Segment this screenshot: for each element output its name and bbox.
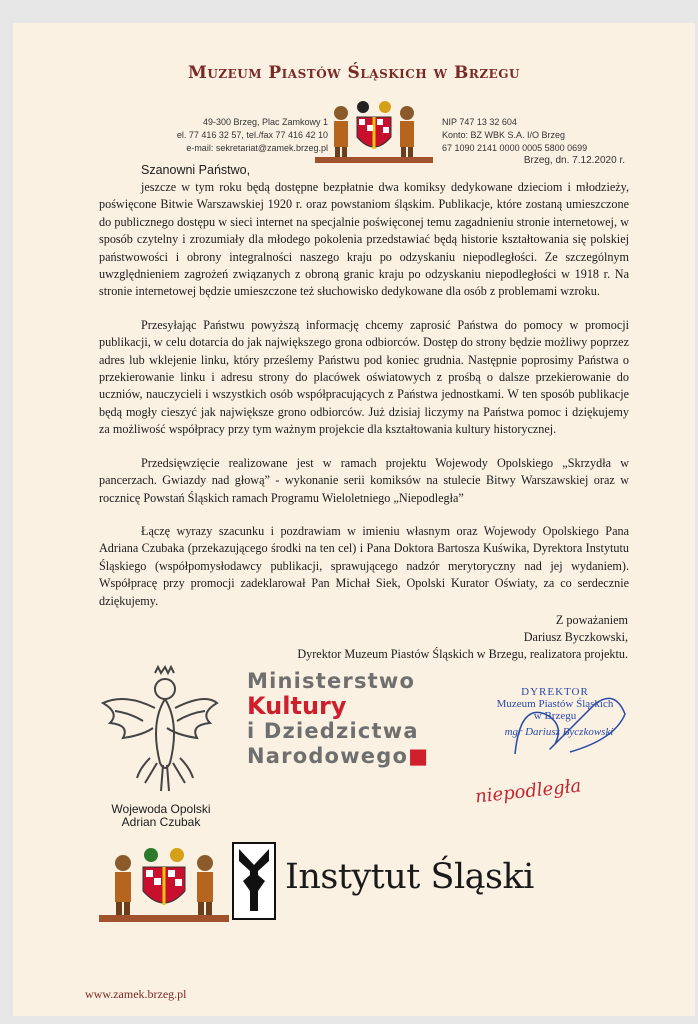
ministry-logo bbox=[247, 669, 429, 769]
letter-page bbox=[13, 23, 695, 1016]
bank-line: 67 1090 2141 0000 0005 5800 0699 bbox=[442, 143, 588, 153]
paragraph: Łączę wyrazy szacunku i pozdrawiam w imieniu własnym oraz Wojewody Opolskiego Pana Adriana Czubaka (przekazującego środki na ten cel) i Pana Doktora Bartosza Kuświka, Dyrektora Instytutu Śląskiego (współpomysłodawcy publikacji, sprawującego nadzór merytoryczny nad jej wydaniem). Współpracę przy promocji zadeklarował Pan Michał Siek, Opolski Kurator Oświaty, za co serdecznie dziękujemy. bbox=[99, 523, 629, 608]
wojewoda-line: Wojewoda Opolski bbox=[111, 802, 211, 816]
salutation: Szanowni Państwo, bbox=[141, 163, 251, 177]
stamp-line: DYREKTOR bbox=[521, 686, 589, 698]
stamp-line: w Brzegu bbox=[533, 710, 577, 722]
museum-address bbox=[128, 116, 328, 155]
eagle-emblem-icon bbox=[95, 663, 225, 803]
paragraph: jeszcze w tym roku będą dostępne bezpłatnie dwa komiksy dedykowane dzieciom i młodzieży, poświęcone Bitwie Warszawskiej 1920 r. oraz powstaniom śląskim. Publikacje, które zostaną umieszczone do publicznego dostępu w sieci internet na specjalnie poświęconej temu zagadnieniu stronie internetowej, w sposób czytelny i zrozumiały dla młodego pokolenia przedstawiać będą historie kształtowania się polskiej państwowości i obrony integralności naszego kraju po odzyskaniu niepodległości. Ze szczególnym uwzględnieniem zagrożeń związanych z obroną granic kraju po odzyskaniu niepodległości w 1918 r. Na stronie internetowej będzie umieszczone też słuchowisko dedykowane dla osób z problemami wzroku. bbox=[99, 180, 629, 299]
director-stamp bbox=[475, 686, 635, 722]
ministry-line: i Dziedzictwa bbox=[247, 719, 419, 743]
instytut-slaski-logo: Instytut Śląski bbox=[285, 857, 534, 897]
museum-title: Muzeum Piastów Śląskich w Brzegu bbox=[188, 63, 520, 83]
niepodlegla-logo: niepodległa bbox=[474, 775, 583, 808]
bank-line: Konto: BZ WBK S.A. I/O Brzeg bbox=[442, 130, 566, 140]
paragraph: Przedsięwzięcie realizowane jest w ramach projektu Wojewody Opolskiego „Skrzydła w pancerzach. Gwiazdy nad głową” - wykonanie serii komiksów na stulecie Bitwy Warszawskiej oraz w rocznicę Powstań Śląskich ramach Programu Wieloletniego „Niepodległa” bbox=[99, 455, 629, 505]
ministry-dot-icon: ■ bbox=[408, 744, 430, 768]
website-link[interactable]: www.zamek.brzeg.pl bbox=[85, 987, 187, 1001]
signer-name: Dariusz Byczkowski, bbox=[523, 630, 628, 644]
ministry-line-wrap bbox=[247, 744, 429, 769]
ministry-line: Kultury bbox=[247, 692, 347, 720]
instytut-slaski-mark-icon bbox=[231, 841, 277, 921]
address-line: 49-300 Brzeg, Plac Zamkowy 1 bbox=[202, 117, 328, 127]
museum-crest-icon bbox=[315, 97, 433, 167]
museum-crest-bottom-icon bbox=[99, 841, 229, 925]
letter-date: Brzeg, dn. 7.12.2020 r. bbox=[523, 155, 625, 166]
stamp-line: Muzeum Piastów Śląskich bbox=[496, 698, 614, 710]
bank-line: NIP 747 13 32 604 bbox=[442, 117, 517, 127]
ministry-line: Narodowego bbox=[247, 744, 409, 768]
stamp-name: mgr Dariusz Byczkowski bbox=[504, 726, 614, 738]
wojewoda-caption bbox=[91, 803, 231, 829]
closing: Z poważaniem bbox=[555, 613, 628, 627]
wojewoda-line: Adrian Czubak bbox=[121, 815, 201, 829]
signature-block bbox=[297, 612, 628, 663]
address-line: e-mail: sekretariat@zamek.brzeg.pl bbox=[186, 143, 328, 153]
address-line: el. 77 416 32 57, tel./fax 77 416 42 10 bbox=[176, 130, 328, 140]
ministry-line: Ministerstwo bbox=[247, 669, 416, 693]
letter-body bbox=[99, 179, 629, 626]
signer-role: Dyrektor Muzeum Piastów Śląskich w Brzegu, realizatora projektu. bbox=[297, 647, 628, 661]
paragraph: Przesyłając Państwu powyższą informację chcemy zaprosić Państwa do pomocy w promocji publikacji, w celu dotarcia do jak największego grona odbiorców. Dostęp do strony będzie możliwy poprzez adres lub wklejenie linku, który prześlemy Państwu pod koniec grudnia. Następnie poprosimy Państwa o przekierowanie linku i adresu strony do placówek oświatowych z prośbą o dalsze przekierowanie do uczniów, nauczycieli i wszystkich osób współpracujących z Państwa jednostkami. W ten sposób publikacje będą mogły cieszyć jak największe grono odbiorców. Już dzisiaj liczymy na Państwa pomoc i dziękujemy za możliwość współpracy przy tym ważnym projekcie dla kształtowania kultury historycznej. bbox=[99, 317, 629, 437]
bank-details bbox=[442, 116, 642, 155]
